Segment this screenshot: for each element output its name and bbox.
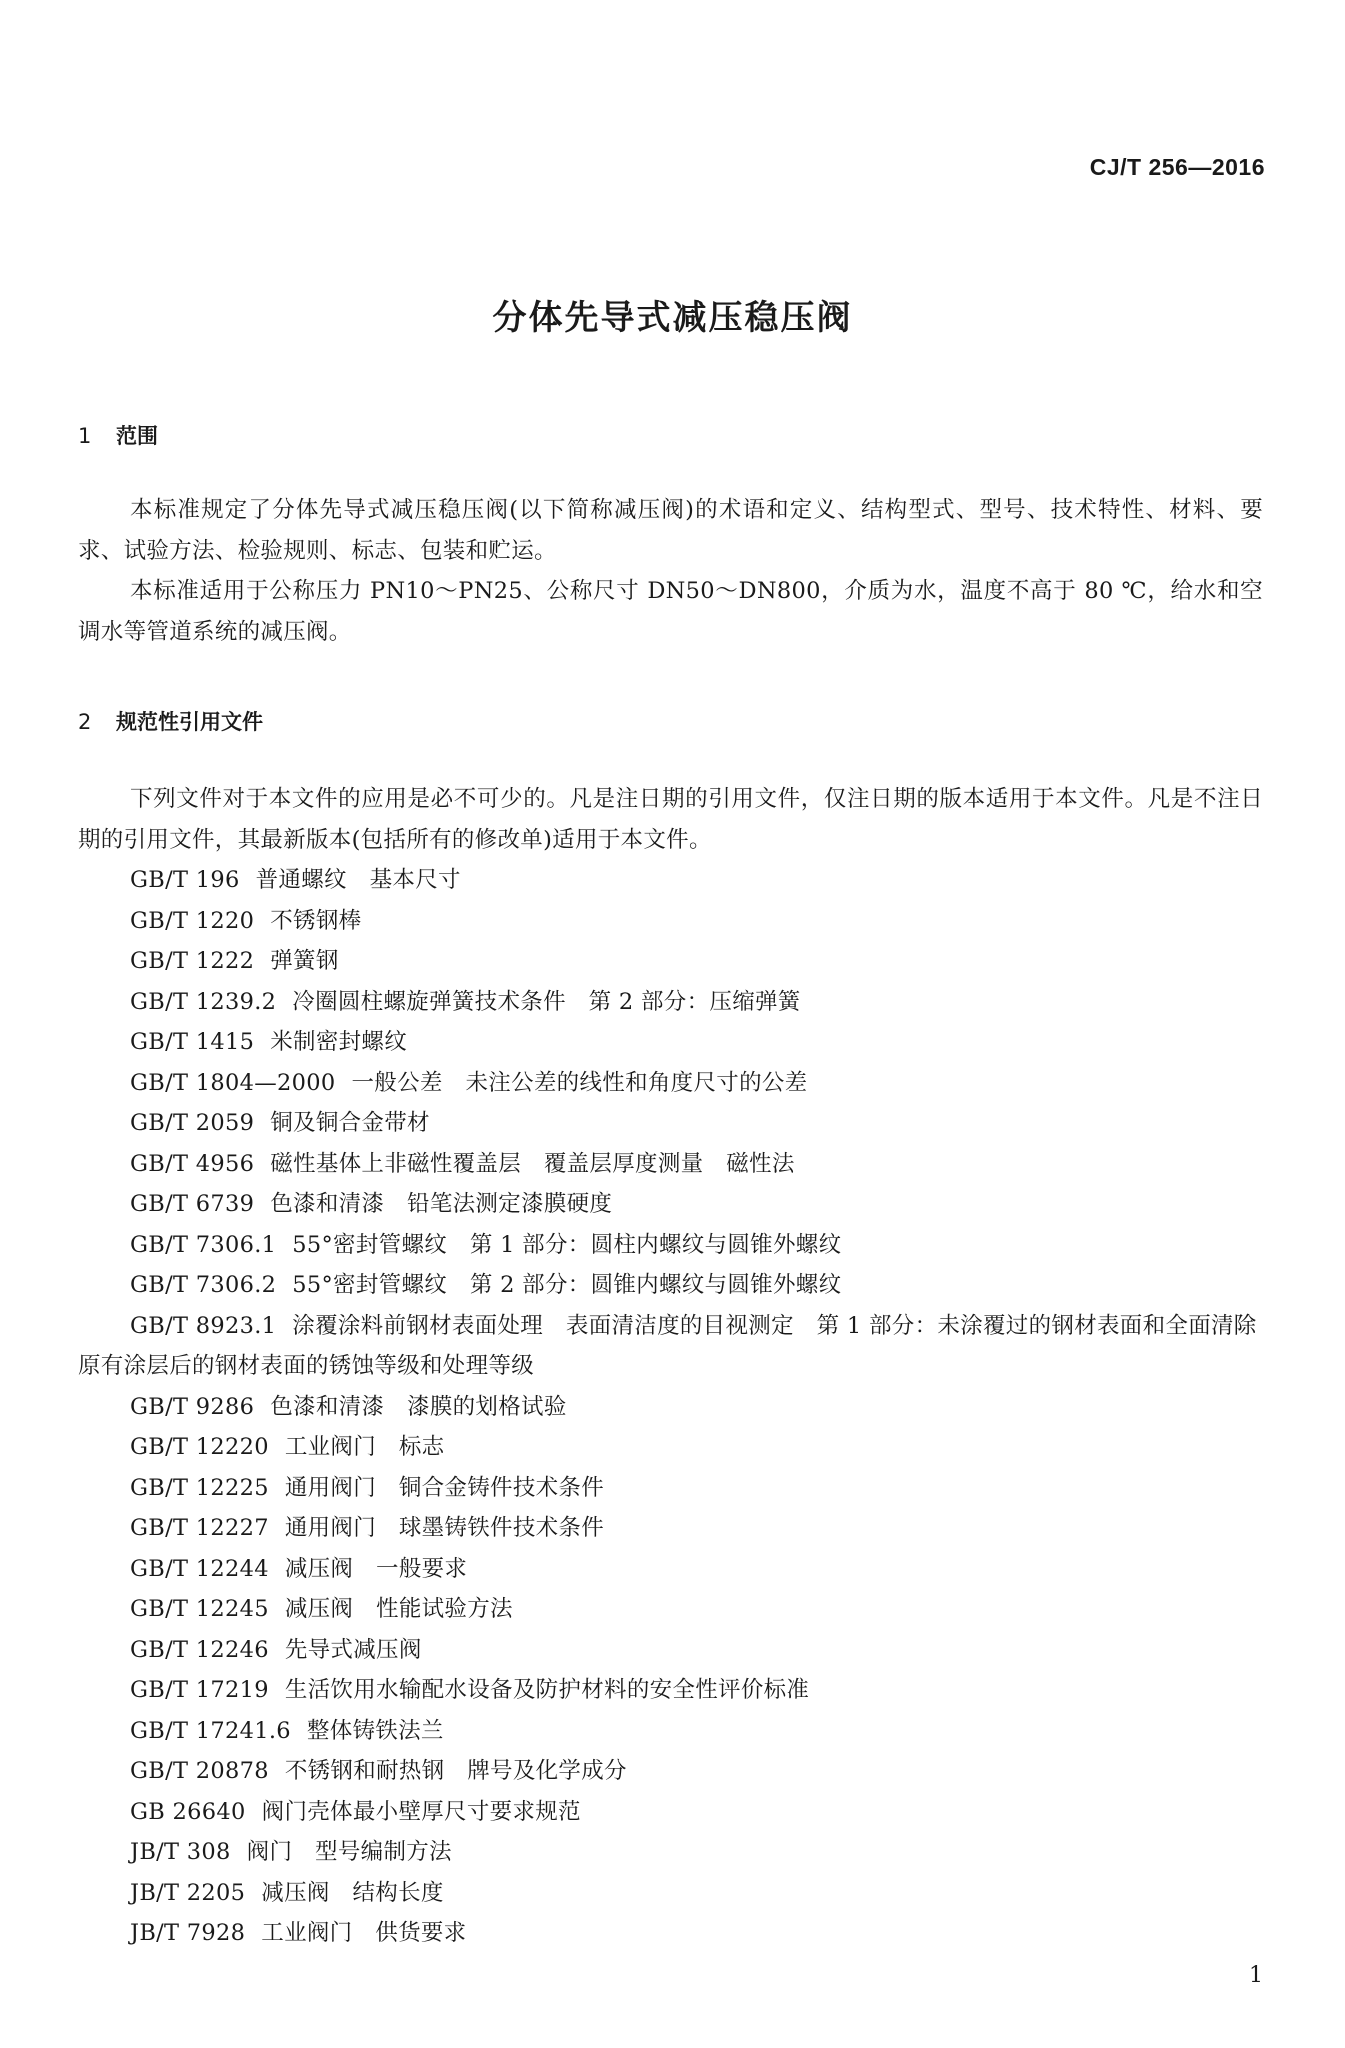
standard-code: CJ/T 256—2016 (1089, 154, 1265, 180)
reference-item (78, 1670, 1263, 1711)
section-2-title: 规范性引用文件 (116, 710, 263, 734)
reference-title: 磁性基体上非磁性覆盖层 覆盖层厚度测量 磁性法 (270, 1150, 795, 1177)
reference-title: 生活饮用水输配水设备及防护材料的安全性评价标准 (284, 1677, 810, 1703)
reference-code: JB/T 308 (130, 1839, 231, 1865)
reference-title: 色漆和清漆 漆膜的划格试验 (270, 1393, 567, 1420)
reference-item (78, 1913, 1263, 1954)
section-1-heading (78, 420, 158, 450)
reference-title: 工业阀门 标志 (284, 1434, 445, 1460)
reference-title: 涂覆涂料前钢材表面处理 表面清洁度的目视测定 第 1 部分：未涂覆过的钢材表面和全面清除原有涂层后的钢材表面的锈蚀等级和处理等级 (78, 1312, 1257, 1379)
reference-title: 弹簧钢 (270, 948, 339, 974)
reference-item (78, 1103, 1263, 1144)
reference-code: GB/T 12220 (130, 1434, 269, 1460)
reference-code: GB/T 17241.6 (130, 1717, 291, 1744)
reference-code: GB/T 6739 (130, 1191, 255, 1217)
reference-title: 阀门壳体最小壁厚尺寸要求规范 (261, 1798, 581, 1825)
reference-item (78, 1144, 1263, 1185)
section-1-paragraph-1: 本标准规定了分体先导式减压稳压阀(以下简称减压阀)的术语和定义、结构型式、型号、技术特性、材料、要求、试验方法、检验规则、标志、包装和贮运。 (78, 497, 1263, 564)
section-1-title: 范围 (116, 424, 158, 448)
reference-code: GB/T 12225 (130, 1474, 269, 1501)
reference-item (78, 941, 1263, 982)
reference-code: GB/T 1415 (130, 1029, 255, 1055)
section-1-paragraph-2: 本标准适用于公称压力 PN10～PN25、公称尺寸 DN50～DN800，介质为水，温度不高于 80 ℃，给水和空调水等管道系统的减压阀。 (78, 578, 1263, 645)
reference-code: GB/T 1239.2 (130, 988, 277, 1015)
reference-title: 减压阀 结构长度 (261, 1879, 444, 1906)
reference-item (78, 1063, 1263, 1104)
reference-item (78, 1792, 1263, 1833)
reference-title: 先导式减压阀 (284, 1636, 422, 1663)
reference-item (78, 1184, 1263, 1225)
reference-title: 不锈钢和耐热钢 牌号及化学成分 (284, 1758, 627, 1784)
page-number: 1 (1249, 1963, 1263, 1988)
reference-item (78, 1427, 1263, 1468)
reference-title: 阀门 型号编制方法 (246, 1839, 452, 1865)
reference-title: 减压阀 性能试验方法 (284, 1596, 513, 1622)
reference-code: GB/T 7306.2 (130, 1272, 277, 1298)
reference-item (78, 1751, 1263, 1792)
reference-title: 铜及铜合金带材 (270, 1110, 430, 1136)
reference-code: GB/T 9286 (130, 1393, 255, 1420)
document-title: 分体先导式减压稳压阀 (492, 298, 853, 338)
reference-code: GB/T 12246 (130, 1636, 269, 1663)
normative-references-list (78, 860, 1263, 1954)
reference-code: GB/T 12244 (130, 1555, 269, 1582)
reference-code: GB/T 20878 (130, 1758, 269, 1784)
reference-code: GB/T 8923.1 (130, 1312, 277, 1339)
section-2-paragraph-1: 下列文件对于本文件的应用是必不可少的。凡是注日期的引用文件，仅注日期的版本适用于本文件。凡是不注日期的引用文件，其最新版本(包括所有的修改单)适用于本文件。 (78, 786, 1263, 853)
reference-title: 一般公差 未注公差的线性和角度尺寸的公差 (351, 1069, 808, 1096)
reference-code: GB/T 17219 (130, 1677, 269, 1703)
reference-title: 冷圈圆柱螺旋弹簧技术条件 第 2 部分：压缩弹簧 (292, 988, 801, 1015)
reference-code: GB 26640 (130, 1798, 246, 1825)
reference-title: 55°密封管螺纹 第 2 部分：圆锥内螺纹与圆锥外螺纹 (292, 1272, 842, 1298)
reference-title: 米制密封螺纹 (270, 1029, 408, 1055)
reference-item (78, 1468, 1263, 1509)
reference-item (78, 901, 1263, 942)
reference-code: GB/T 1804—2000 (130, 1069, 336, 1096)
reference-title: 色漆和清漆 铅笔法测定漆膜硬度 (270, 1191, 613, 1217)
reference-title: 55°密封管螺纹 第 1 部分：圆柱内螺纹与圆锥外螺纹 (292, 1231, 842, 1258)
reference-item (78, 1387, 1263, 1428)
reference-item (78, 1306, 1263, 1387)
reference-item (78, 1508, 1263, 1549)
reference-title: 通用阀门 球墨铸铁件技术条件 (284, 1515, 605, 1541)
reference-item (78, 1630, 1263, 1671)
reference-title: 通用阀门 铜合金铸件技术条件 (284, 1474, 605, 1501)
reference-code: GB/T 4956 (130, 1150, 255, 1177)
section-2-heading (78, 706, 263, 736)
reference-code: JB/T 2205 (130, 1879, 246, 1906)
reference-code: JB/T 7928 (130, 1920, 246, 1946)
reference-title: 减压阀 一般要求 (284, 1555, 468, 1582)
reference-item (78, 1265, 1263, 1306)
reference-title: 不锈钢棒 (270, 907, 362, 934)
reference-item (78, 1549, 1263, 1590)
reference-item (78, 1022, 1263, 1063)
section-1-number: 1 (78, 424, 92, 448)
reference-code: GB/T 1222 (130, 948, 255, 974)
reference-item (78, 982, 1263, 1023)
reference-code: GB/T 196 (130, 867, 240, 893)
reference-title: 工业阀门 供货要求 (261, 1920, 467, 1946)
reference-code: GB/T 1220 (130, 907, 255, 934)
section-2-number: 2 (78, 710, 92, 734)
reference-code: GB/T 12227 (130, 1515, 269, 1541)
reference-code: GB/T 12245 (130, 1596, 269, 1622)
reference-code: GB/T 7306.1 (130, 1231, 277, 1258)
reference-item (78, 1225, 1263, 1266)
reference-item (78, 1873, 1263, 1914)
reference-item (78, 1832, 1263, 1873)
reference-title: 普通螺纹 基本尺寸 (255, 867, 461, 893)
reference-item (78, 1711, 1263, 1752)
reference-item (78, 860, 1263, 901)
reference-title: 整体铸铁法兰 (306, 1717, 444, 1744)
reference-code: GB/T 2059 (130, 1110, 255, 1136)
reference-item (78, 1589, 1263, 1630)
